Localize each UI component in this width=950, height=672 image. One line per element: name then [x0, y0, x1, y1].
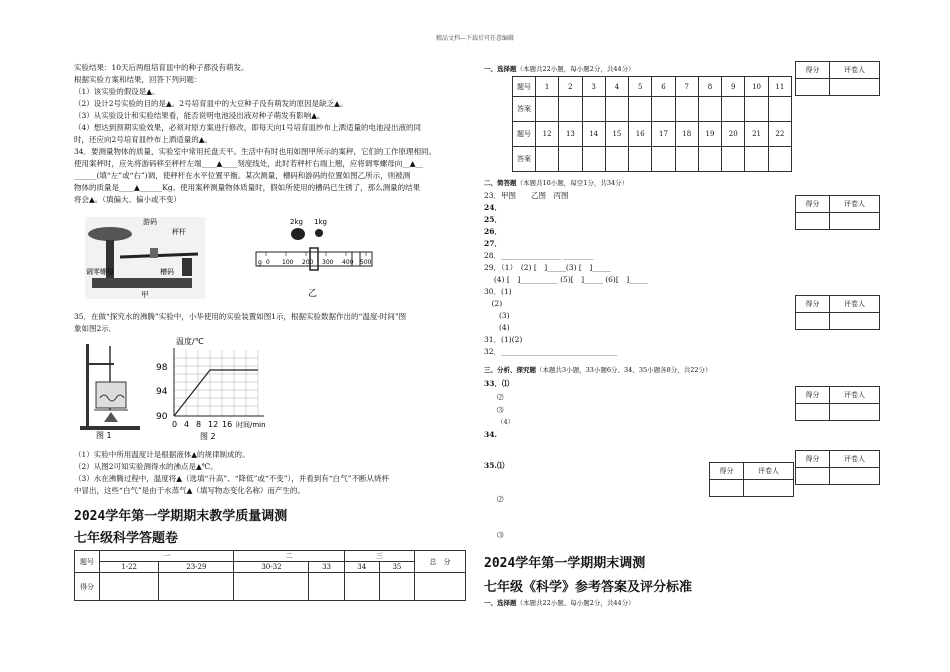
- q35-subquestions: [74, 449, 474, 497]
- answer-cell[interactable]: [768, 147, 791, 172]
- q25: 25．: [484, 215, 502, 224]
- tick-100: 100: [282, 259, 294, 266]
- section-2: 二: [234, 551, 344, 562]
- qnum: 3: [582, 77, 605, 97]
- label-caoma: 槽码: [160, 268, 174, 276]
- text-line: 物体的质量是____▲______Kg。使用案秤测量物体质量时，假如所使用的槽码已生锈了，那么测量的结果: [74, 183, 421, 192]
- answer-cell[interactable]: [722, 147, 745, 172]
- tick-500: 500: [360, 259, 372, 266]
- grader-box: [795, 195, 880, 230]
- section-3: 三: [344, 551, 414, 562]
- qnum: 9: [722, 77, 745, 97]
- qnum: 1: [536, 77, 559, 97]
- caption-yi: 乙: [308, 289, 318, 299]
- col-34: 34: [344, 562, 379, 573]
- grader-marker-label: 评卷人: [830, 196, 880, 213]
- answer-grid: [512, 76, 792, 172]
- sec3-heading: 三、分析、探究题（本题共3小题，33小题6分、34、35小题各8分，共22分）: [484, 366, 712, 374]
- q29: 29．（1） (2) [ ]_____(3) [ ]_____: [484, 263, 612, 272]
- grader-marker-cell[interactable]: [830, 468, 880, 485]
- grader-score-label: 得分: [796, 62, 830, 79]
- qnum: 14: [582, 122, 605, 147]
- q33-4: （4）: [497, 418, 515, 426]
- qnum: 7: [675, 77, 698, 97]
- qnum: 12: [536, 122, 559, 147]
- qnum: 22: [768, 122, 791, 147]
- answer-cell[interactable]: [652, 97, 675, 122]
- text-line: （4）想达到预期实验效果，必须对原方案进行修改，即每天向1号培育皿纱布上洒适量的电池浸出液的同: [74, 123, 422, 132]
- grader-score-label: 得分: [710, 463, 744, 480]
- qnum: 21: [745, 122, 768, 147]
- q35-intro: [74, 311, 474, 335]
- grader-marker-label: 评卷人: [830, 387, 880, 404]
- grader-score-cell[interactable]: [796, 468, 830, 485]
- qnum: 10: [745, 77, 768, 97]
- grader-score-label: 得分: [796, 387, 830, 404]
- qnum: 11: [768, 77, 791, 97]
- answer-cell[interactable]: [605, 97, 628, 122]
- text-line: （3）水在沸腾过程中，温度将▲（选填“升高”、“降低”或“不变”），并看到有“白气”不断从烧杯: [74, 474, 389, 483]
- grid-head-daan: 答案: [513, 147, 536, 172]
- grader-box: [795, 450, 880, 485]
- answer-cell[interactable]: [559, 97, 582, 122]
- answer-cell[interactable]: [536, 97, 559, 122]
- xtick-8: 8: [196, 420, 202, 429]
- q30-3: (3): [484, 311, 510, 320]
- sec1-heading: 一、选择题（本题共22小题，每小题2分，共44分）: [484, 65, 635, 73]
- total-head: 总 分: [415, 551, 466, 573]
- score-cell[interactable]: [100, 573, 159, 601]
- score-table: [74, 550, 466, 601]
- q27: 27．: [484, 239, 502, 248]
- text-line: （2）设计2号实验的目的是▲。2号培育皿中的大豆种子没有萌发的原因是缺乏▲。: [74, 99, 348, 108]
- grader-box: [795, 295, 880, 330]
- text-line: 中冒出，这些“白气”是由于水蒸气▲（填写物态变化名称）而产生的。: [74, 486, 305, 495]
- tick-300: 300: [322, 259, 334, 266]
- grader-score-cell[interactable]: [796, 213, 830, 230]
- q32: 32．_______________________________: [484, 347, 618, 356]
- weight-1kg: 1kg: [314, 218, 327, 226]
- col-23-29: 23-29: [159, 562, 234, 573]
- answer-cell[interactable]: [582, 97, 605, 122]
- grader-box: [795, 61, 880, 96]
- text-line: 34．要测量物体的质量，实验室中常用托盘天平。生活中有时也用如图甲所示的案秤，它们的工作原理相同。: [74, 147, 437, 156]
- qnum: 17: [652, 122, 675, 147]
- score-cell[interactable]: [344, 573, 379, 601]
- label-youma: 游码: [143, 218, 157, 226]
- text-line: 使用案秤时，应先将游码移至秤杆左端____▲____刻度线处，此时若秤杆右端上翘，应将调零螺母向__▲__: [74, 159, 424, 168]
- text-line: （1）该实验的假设是▲。: [74, 87, 160, 96]
- score-cell[interactable]: [234, 573, 309, 601]
- grid-head-tihao: 题号: [513, 122, 536, 147]
- text-line: 实验结果：10天后两组培育皿中的种子都没有萌发。: [74, 63, 249, 72]
- answer-key-sec1: 一、选择题（本题共22小题、每小题2分，共44分）: [484, 599, 635, 607]
- xtick-12: 12: [208, 420, 219, 429]
- page-header: 精品文档---下载后可任意编辑: [435, 35, 515, 42]
- caption-jia: 甲: [141, 290, 149, 299]
- label-tiaoling: 调零螺母: [86, 268, 114, 276]
- tick-0: 0: [266, 259, 270, 266]
- col-1-22: 1-22: [100, 562, 159, 573]
- grader-score-cell[interactable]: [796, 404, 830, 421]
- q33-2: ⑵: [497, 393, 504, 401]
- grader-score-label: 得分: [796, 296, 830, 313]
- q30-4: (4): [484, 323, 510, 332]
- text-line: （2）从图2可知实验测得水的沸点是▲℃。: [74, 462, 218, 471]
- q26: 26．: [484, 227, 502, 236]
- answer-cell[interactable]: [675, 147, 698, 172]
- left-column: [74, 62, 474, 206]
- grader-box: [795, 386, 880, 421]
- caption-fig1: 图 1: [96, 431, 112, 440]
- graph-xlabel: 时间/min: [236, 421, 266, 429]
- answer-cell[interactable]: [536, 147, 559, 172]
- text-line: 象如图2示．: [74, 324, 117, 333]
- answer-cell[interactable]: [629, 97, 652, 122]
- grader-marker-label: 评卷人: [830, 296, 880, 313]
- answer-cell[interactable]: [745, 147, 768, 172]
- grid-head-tihao: 题号: [513, 77, 536, 97]
- col-33: 33: [309, 562, 344, 573]
- grader-score-cell[interactable]: [710, 480, 744, 497]
- qnum: 19: [698, 122, 721, 147]
- qnum: 8: [698, 77, 721, 97]
- q30: 30．(1): [484, 287, 512, 296]
- qnum: 4: [605, 77, 628, 97]
- qnum: 2: [559, 77, 582, 97]
- tick-200: 200: [302, 259, 314, 266]
- answer-cell[interactable]: [629, 147, 652, 172]
- grader-marker-cell[interactable]: [830, 313, 880, 330]
- text-line: 时，还应向2号培育皿纱布上洒适量的▲。: [74, 135, 213, 144]
- grader-marker-cell[interactable]: [830, 79, 880, 96]
- text-line: ______(填“左”或“右”)调，使秤杆在水平位置平衡。某次测量，槽码和游码的位置如图乙所示，则被测: [74, 171, 411, 180]
- q30-2: (2): [484, 299, 503, 308]
- qnum: 16: [629, 122, 652, 147]
- qnum: 5: [629, 77, 652, 97]
- grid-head-daan: 答案: [513, 97, 536, 122]
- q28: 28．________________ ________: [484, 251, 594, 260]
- xtick-16: 16: [222, 420, 233, 429]
- text-line: （3）从实验设计和实验结果看，能否说明电池浸出液对种子萌发有影响▲。: [74, 111, 325, 120]
- weight-2kg: 2kg: [290, 218, 303, 226]
- row-head-defen: 得分: [75, 573, 100, 601]
- qnum: 15: [605, 122, 628, 147]
- answer-key-title: 2024学年第一学期期末调测: [484, 556, 646, 571]
- q29-cont: (4) [ ]__________ (5)[ ]_____ (6)[ ]_____: [484, 275, 648, 284]
- text-line: （1）实验中所用温度计是根据液体▲的规律制成的。: [74, 450, 250, 459]
- q35-2: ⑵: [497, 495, 504, 503]
- answer-cell[interactable]: [559, 147, 582, 172]
- grader-marker-label: 评卷人: [830, 62, 880, 79]
- row-head-tihao: 题号: [75, 551, 100, 573]
- grader-score-label: 得分: [796, 451, 830, 468]
- xtick-0: 0: [172, 420, 178, 429]
- answer-cell[interactable]: [698, 147, 721, 172]
- ytick-90: 90: [156, 412, 168, 422]
- left-title: 2024学年第一学期期末教学质量调测: [74, 509, 288, 524]
- qnum: 20: [722, 122, 745, 147]
- text-line: 根据实验方案和结果，回答下列问题：: [74, 75, 202, 84]
- temperature-graph: [150, 336, 280, 442]
- qnum: 6: [652, 77, 675, 97]
- grader-marker-cell[interactable]: [744, 480, 794, 497]
- grader-score-label: 得分: [796, 196, 830, 213]
- grader-score-cell[interactable]: [796, 313, 830, 330]
- qnum: 18: [675, 122, 698, 147]
- grader-box: [709, 462, 794, 497]
- answer-cell[interactable]: [768, 97, 791, 122]
- answer-key-subtitle: 七年级《科学》参考答案及评分标准: [484, 580, 693, 595]
- answer-cell[interactable]: [698, 97, 721, 122]
- q34: 34.: [484, 430, 498, 439]
- answer-cell[interactable]: [605, 147, 628, 172]
- score-cell[interactable]: [415, 573, 466, 601]
- answer-cell[interactable]: [745, 97, 768, 122]
- q31: 31．(1)(2): [484, 335, 523, 344]
- tick-400: 400: [342, 259, 354, 266]
- qnum: 13: [559, 122, 582, 147]
- ytick-98: 98: [156, 363, 168, 373]
- answer-cell[interactable]: [652, 147, 675, 172]
- grader-score-cell[interactable]: [796, 79, 830, 96]
- score-cell[interactable]: [379, 573, 414, 601]
- grader-marker-label: 评卷人: [744, 463, 794, 480]
- scale-figure-yi: [252, 212, 376, 302]
- q24: 24．: [484, 203, 502, 212]
- graph-ylabel: 温度/℃: [176, 337, 204, 346]
- col-30-32: 30-32: [234, 562, 309, 573]
- ruler-unit: g: [258, 259, 262, 266]
- q35: 35.⑴: [484, 461, 505, 470]
- xtick-4: 4: [184, 420, 190, 429]
- text-line: 将会▲。（填偏大、偏小或不变）: [74, 195, 182, 204]
- answer-cell[interactable]: [675, 97, 698, 122]
- answer-cell[interactable]: [722, 97, 745, 122]
- sec2-lines: [484, 190, 784, 358]
- boiling-apparatus-figure: [74, 338, 150, 440]
- q33: 33．⑴: [484, 379, 510, 388]
- col-35: 35: [379, 562, 414, 573]
- ytick-94: 94: [156, 387, 168, 397]
- caption-fig2: 图 2: [200, 432, 216, 441]
- sec2-heading: 二、简答题（本题共10小题，每空1分，共34分）: [484, 179, 629, 187]
- text-line: 35．在做“探究水的沸腾”实验中，小华使用的实验装置如图1示，根据实验数据作出的“温度-时间”图: [74, 312, 407, 321]
- q23: 23．甲图 乙图 丙图: [484, 191, 569, 200]
- score-cell[interactable]: [159, 573, 234, 601]
- section-1: 一: [100, 551, 234, 562]
- left-subtitle: 七年级科学答题卷: [74, 531, 179, 546]
- q33-3: ⑶: [497, 406, 504, 414]
- grader-marker-label: 评卷人: [830, 451, 880, 468]
- grader-marker-cell[interactable]: [830, 213, 880, 230]
- q35-3: ⑶: [497, 531, 504, 539]
- label-chenggan: 秤杆: [172, 228, 186, 236]
- answer-cell[interactable]: [582, 147, 605, 172]
- score-cell[interactable]: [309, 573, 344, 601]
- grader-marker-cell[interactable]: [830, 404, 880, 421]
